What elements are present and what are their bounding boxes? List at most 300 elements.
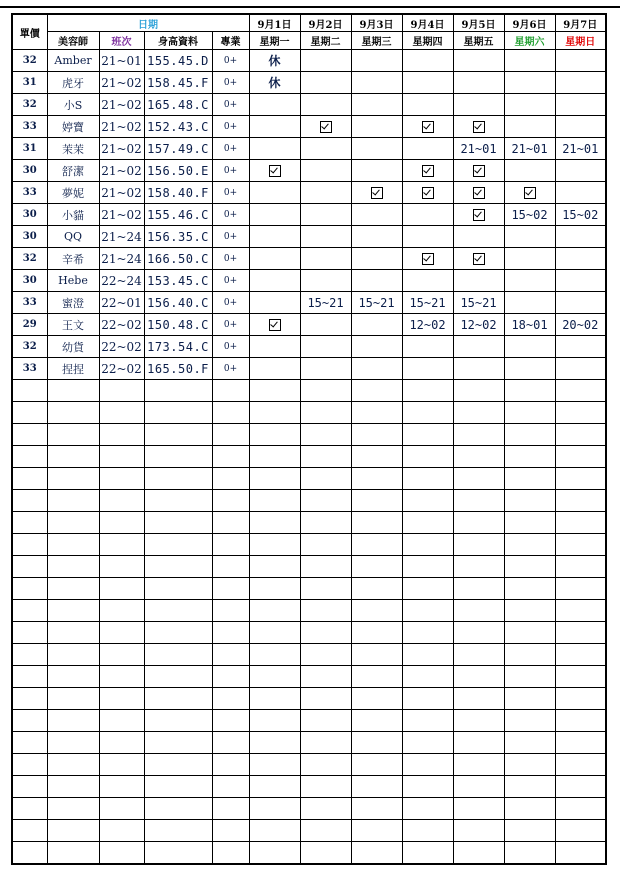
schedule-cell xyxy=(351,446,402,468)
schedule-cell xyxy=(351,490,402,512)
schedule-cell xyxy=(504,490,555,512)
price-cell xyxy=(12,402,47,424)
price-cell xyxy=(12,776,47,798)
pro-cell xyxy=(212,754,249,776)
schedule-cell: 15~21 xyxy=(300,292,351,314)
pro-cell: 0+ xyxy=(212,72,249,94)
price-cell xyxy=(12,754,47,776)
table-row xyxy=(12,314,606,336)
shift-cell xyxy=(99,402,144,424)
schedule-cell xyxy=(555,600,606,622)
schedule-cell: 休 xyxy=(249,50,300,72)
header-row-labels xyxy=(12,32,606,50)
table-row xyxy=(12,424,606,446)
beautician-cell xyxy=(47,556,99,578)
header-weekday: 星期四 xyxy=(402,32,453,50)
schedule-cell xyxy=(555,556,606,578)
body-data-cell: 173.54.C xyxy=(144,336,212,358)
schedule-cell xyxy=(351,204,402,226)
header-beautician: 美容師 xyxy=(47,32,99,50)
schedule-cell xyxy=(300,490,351,512)
schedule-cell xyxy=(351,138,402,160)
pro-cell xyxy=(212,556,249,578)
schedule-cell xyxy=(351,248,402,270)
body-data-cell: 152.43.C xyxy=(144,116,212,138)
schedule-cell xyxy=(300,138,351,160)
schedule-cell xyxy=(402,556,453,578)
table-row xyxy=(12,512,606,534)
schedule-cell xyxy=(402,270,453,292)
table-row xyxy=(12,776,606,798)
body-data-cell xyxy=(144,578,212,600)
schedule-cell xyxy=(402,534,453,556)
body-data-cell xyxy=(144,732,212,754)
beautician-cell xyxy=(47,776,99,798)
schedule-cell xyxy=(555,578,606,600)
beautician-cell: 王文 xyxy=(47,314,99,336)
body-data-cell xyxy=(144,600,212,622)
body-data-cell xyxy=(144,666,212,688)
table-row xyxy=(12,160,606,182)
schedule-cell xyxy=(453,424,504,446)
schedule-cell xyxy=(249,314,300,336)
pro-cell xyxy=(212,402,249,424)
shift-cell xyxy=(99,490,144,512)
shift-cell: 21~02 xyxy=(99,72,144,94)
schedule-cell xyxy=(402,600,453,622)
header-date: 9月6日 xyxy=(504,14,555,32)
schedule-cell xyxy=(249,292,300,314)
schedule-cell xyxy=(402,160,453,182)
schedule-cell xyxy=(402,842,453,865)
checkbox-icon xyxy=(473,121,485,133)
schedule-cell xyxy=(402,424,453,446)
schedule-cell xyxy=(555,842,606,865)
schedule-cell xyxy=(249,776,300,798)
schedule-cell xyxy=(300,600,351,622)
price-cell: 30 xyxy=(12,226,47,248)
schedule-cell xyxy=(300,754,351,776)
schedule-cell xyxy=(453,182,504,204)
schedule-cell xyxy=(504,226,555,248)
price-cell xyxy=(12,688,47,710)
body-data-cell xyxy=(144,776,212,798)
schedule-cell xyxy=(249,182,300,204)
schedule-cell xyxy=(249,160,300,182)
schedule-cell xyxy=(555,534,606,556)
schedule-cell xyxy=(249,666,300,688)
schedule-cell xyxy=(453,820,504,842)
table-row xyxy=(12,226,606,248)
pro-cell xyxy=(212,380,249,402)
beautician-cell xyxy=(47,600,99,622)
shift-cell: 22~02 xyxy=(99,314,144,336)
schedule-cell xyxy=(453,644,504,666)
schedule-cell xyxy=(351,688,402,710)
schedule-cell xyxy=(504,94,555,116)
schedule-cell xyxy=(300,666,351,688)
schedule-cell xyxy=(300,226,351,248)
schedule-cell xyxy=(402,622,453,644)
header-date: 9月7日 xyxy=(555,14,606,32)
schedule-cell xyxy=(351,776,402,798)
price-cell: 29 xyxy=(12,314,47,336)
header-date: 9月5日 xyxy=(453,14,504,32)
shift-cell: 21~24 xyxy=(99,226,144,248)
schedule-cell xyxy=(402,732,453,754)
schedule-cell xyxy=(453,226,504,248)
pro-cell: 0+ xyxy=(212,116,249,138)
schedule-cell xyxy=(351,160,402,182)
schedule-body xyxy=(12,50,606,865)
schedule-cell xyxy=(555,292,606,314)
price-cell: 32 xyxy=(12,336,47,358)
schedule-cell: 15~21 xyxy=(351,292,402,314)
header-weekday: 星期一 xyxy=(249,32,300,50)
header-date-group: 日期 xyxy=(47,14,249,32)
schedule-cell xyxy=(300,732,351,754)
schedule-cell xyxy=(351,710,402,732)
schedule-cell xyxy=(504,534,555,556)
body-data-cell: 158.40.F xyxy=(144,182,212,204)
schedule-cell xyxy=(555,380,606,402)
schedule-cell xyxy=(351,644,402,666)
checkbox-icon xyxy=(422,253,434,265)
schedule-cell xyxy=(300,94,351,116)
beautician-cell xyxy=(47,446,99,468)
checkbox-icon xyxy=(473,209,485,221)
schedule-cell xyxy=(504,688,555,710)
table-row xyxy=(12,72,606,94)
beautician-cell xyxy=(47,468,99,490)
schedule-cell xyxy=(555,644,606,666)
schedule-cell xyxy=(249,226,300,248)
schedule-cell xyxy=(504,160,555,182)
pro-cell: 0+ xyxy=(212,160,249,182)
schedule-cell xyxy=(453,50,504,72)
schedule-cell xyxy=(504,468,555,490)
schedule-cell xyxy=(555,72,606,94)
pro-cell: 0+ xyxy=(212,182,249,204)
table-row xyxy=(12,622,606,644)
schedule-cell xyxy=(402,72,453,94)
beautician-cell: Amber xyxy=(47,50,99,72)
schedule-cell xyxy=(351,424,402,446)
shift-cell xyxy=(99,556,144,578)
schedule-cell xyxy=(555,820,606,842)
schedule-cell xyxy=(555,50,606,72)
shift-cell xyxy=(99,754,144,776)
checkbox-icon xyxy=(473,187,485,199)
body-data-cell: 165.48.C xyxy=(144,94,212,116)
schedule-cell xyxy=(249,732,300,754)
price-cell xyxy=(12,842,47,865)
schedule-cell xyxy=(249,204,300,226)
schedule-cell xyxy=(402,798,453,820)
schedule-cell xyxy=(300,512,351,534)
shift-cell xyxy=(99,842,144,865)
schedule-cell xyxy=(453,446,504,468)
schedule-cell xyxy=(300,556,351,578)
body-data-cell xyxy=(144,534,212,556)
schedule-cell xyxy=(453,402,504,424)
schedule-cell xyxy=(504,182,555,204)
beautician-cell: 小S xyxy=(47,94,99,116)
schedule-cell xyxy=(453,534,504,556)
schedule-cell xyxy=(504,446,555,468)
beautician-cell xyxy=(47,424,99,446)
checkbox-icon xyxy=(524,187,536,199)
schedule-cell xyxy=(504,512,555,534)
schedule-cell xyxy=(504,358,555,380)
schedule-cell xyxy=(351,666,402,688)
schedule-cell: 21~01 xyxy=(504,138,555,160)
schedule-cell xyxy=(555,424,606,446)
price-cell xyxy=(12,600,47,622)
schedule-cell xyxy=(555,402,606,424)
schedule-cell xyxy=(300,468,351,490)
schedule-cell xyxy=(504,578,555,600)
body-data-cell: 156.40.C xyxy=(144,292,212,314)
beautician-cell: 舒潔 xyxy=(47,160,99,182)
table-row xyxy=(12,358,606,380)
schedule-cell xyxy=(504,556,555,578)
beautician-cell: 虎牙 xyxy=(47,72,99,94)
schedule-cell xyxy=(351,600,402,622)
header-weekday: 星期三 xyxy=(351,32,402,50)
schedule-cell xyxy=(402,226,453,248)
schedule-cell xyxy=(555,182,606,204)
schedule-cell xyxy=(402,50,453,72)
pro-cell xyxy=(212,710,249,732)
table-row xyxy=(12,468,606,490)
schedule-cell: 15~02 xyxy=(504,204,555,226)
schedule-cell xyxy=(555,248,606,270)
pro-cell xyxy=(212,446,249,468)
beautician-cell xyxy=(47,402,99,424)
checkbox-icon xyxy=(320,121,332,133)
shift-cell: 22~24 xyxy=(99,270,144,292)
price-cell xyxy=(12,798,47,820)
body-data-cell: 156.50.E xyxy=(144,160,212,182)
header-date: 9月4日 xyxy=(402,14,453,32)
schedule-cell xyxy=(453,248,504,270)
table-row xyxy=(12,490,606,512)
beautician-cell xyxy=(47,688,99,710)
schedule-cell xyxy=(402,380,453,402)
pro-cell: 0+ xyxy=(212,270,249,292)
schedule-cell xyxy=(300,358,351,380)
schedule-cell xyxy=(504,600,555,622)
schedule-cell: 20~02 xyxy=(555,314,606,336)
shift-cell: 21~02 xyxy=(99,116,144,138)
schedule-cell xyxy=(402,94,453,116)
body-data-cell xyxy=(144,402,212,424)
price-cell: 33 xyxy=(12,358,47,380)
shift-cell xyxy=(99,446,144,468)
pro-cell xyxy=(212,622,249,644)
price-cell: 30 xyxy=(12,160,47,182)
schedule-cell xyxy=(453,270,504,292)
beautician-cell xyxy=(47,710,99,732)
schedule-cell xyxy=(504,754,555,776)
shift-cell xyxy=(99,688,144,710)
table-row xyxy=(12,600,606,622)
schedule-cell xyxy=(504,820,555,842)
schedule-cell xyxy=(249,424,300,446)
schedule-cell xyxy=(504,50,555,72)
schedule-cell xyxy=(504,798,555,820)
pro-cell xyxy=(212,468,249,490)
schedule-cell xyxy=(249,248,300,270)
header-weekday: 星期二 xyxy=(300,32,351,50)
schedule-cell: 18~01 xyxy=(504,314,555,336)
schedule-cell xyxy=(402,116,453,138)
schedule-cell xyxy=(300,160,351,182)
schedule-cell xyxy=(453,490,504,512)
schedule-cell xyxy=(504,336,555,358)
schedule-cell xyxy=(300,248,351,270)
schedule-cell xyxy=(300,644,351,666)
schedule-cell xyxy=(351,468,402,490)
checkbox-icon xyxy=(422,187,434,199)
schedule-cell xyxy=(351,820,402,842)
schedule-cell xyxy=(453,710,504,732)
table-row xyxy=(12,556,606,578)
schedule-cell xyxy=(249,446,300,468)
schedule-cell xyxy=(351,380,402,402)
body-data-cell: 158.45.F xyxy=(144,72,212,94)
schedule-cell xyxy=(402,754,453,776)
schedule-cell xyxy=(351,116,402,138)
schedule-cell xyxy=(555,468,606,490)
schedule-cell: 15~21 xyxy=(453,292,504,314)
schedule-cell xyxy=(351,512,402,534)
price-cell: 32 xyxy=(12,50,47,72)
pro-cell xyxy=(212,512,249,534)
beautician-cell xyxy=(47,512,99,534)
price-cell xyxy=(12,556,47,578)
schedule-cell xyxy=(555,94,606,116)
schedule-cell xyxy=(249,600,300,622)
beautician-cell xyxy=(47,534,99,556)
schedule-cell xyxy=(453,798,504,820)
schedule-cell xyxy=(453,512,504,534)
schedule-cell xyxy=(249,534,300,556)
price-cell: 30 xyxy=(12,270,47,292)
schedule-cell xyxy=(504,732,555,754)
table-row xyxy=(12,578,606,600)
body-data-cell xyxy=(144,490,212,512)
schedule-cell xyxy=(453,358,504,380)
schedule-cell xyxy=(402,490,453,512)
schedule-cell xyxy=(249,644,300,666)
header-weekday-saturday: 星期六 xyxy=(504,32,555,50)
schedule-cell xyxy=(402,666,453,688)
schedule-cell xyxy=(249,820,300,842)
schedule-cell xyxy=(402,138,453,160)
beautician-cell: 幼貨 xyxy=(47,336,99,358)
schedule-cell xyxy=(351,336,402,358)
body-data-cell xyxy=(144,644,212,666)
schedule-cell xyxy=(453,688,504,710)
schedule-cell xyxy=(249,842,300,865)
price-cell xyxy=(12,622,47,644)
schedule-cell xyxy=(453,776,504,798)
shift-cell xyxy=(99,578,144,600)
schedule-cell: 15~21 xyxy=(402,292,453,314)
schedule-cell xyxy=(504,842,555,865)
schedule-cell xyxy=(555,226,606,248)
schedule-cell xyxy=(300,710,351,732)
schedule-cell xyxy=(555,688,606,710)
schedule-cell xyxy=(300,204,351,226)
table-row xyxy=(12,380,606,402)
schedule-cell xyxy=(351,358,402,380)
shift-cell xyxy=(99,600,144,622)
shift-cell xyxy=(99,534,144,556)
schedule-cell xyxy=(453,160,504,182)
schedule-cell xyxy=(402,644,453,666)
header-shift: 班次 xyxy=(99,32,144,50)
table-row xyxy=(12,644,606,666)
schedule-cell xyxy=(453,204,504,226)
schedule-cell xyxy=(351,94,402,116)
schedule-cell xyxy=(249,490,300,512)
body-data-cell: 155.45.D xyxy=(144,50,212,72)
shift-cell: 21~02 xyxy=(99,204,144,226)
shift-cell: 21~02 xyxy=(99,138,144,160)
schedule-cell xyxy=(300,314,351,336)
pro-cell xyxy=(212,644,249,666)
table-row xyxy=(12,138,606,160)
schedule-cell xyxy=(504,776,555,798)
price-cell xyxy=(12,534,47,556)
table-row xyxy=(12,688,606,710)
schedule-cell xyxy=(453,666,504,688)
beautician-cell: 夢妮 xyxy=(47,182,99,204)
price-cell xyxy=(12,710,47,732)
schedule-cell xyxy=(249,468,300,490)
schedule-cell xyxy=(453,732,504,754)
schedule-cell xyxy=(504,710,555,732)
schedule-cell xyxy=(249,336,300,358)
schedule-cell xyxy=(453,72,504,94)
schedule-cell xyxy=(555,446,606,468)
schedule-cell xyxy=(504,402,555,424)
body-data-cell: 150.48.C xyxy=(144,314,212,336)
table-row xyxy=(12,248,606,270)
beautician-cell xyxy=(47,578,99,600)
checkbox-icon xyxy=(269,165,281,177)
body-data-cell: 166.50.C xyxy=(144,248,212,270)
schedule-cell xyxy=(453,116,504,138)
schedule-cell xyxy=(453,556,504,578)
schedule-cell xyxy=(300,622,351,644)
table-row xyxy=(12,182,606,204)
schedule-cell xyxy=(249,358,300,380)
beautician-cell: Hebe xyxy=(47,270,99,292)
schedule-cell xyxy=(555,512,606,534)
schedule-cell xyxy=(555,490,606,512)
shift-cell: 21~02 xyxy=(99,160,144,182)
schedule-cell: 12~02 xyxy=(402,314,453,336)
beautician-cell: 捏捏 xyxy=(47,358,99,380)
body-data-cell: 155.46.C xyxy=(144,204,212,226)
schedule-cell xyxy=(300,50,351,72)
beautician-cell xyxy=(47,754,99,776)
schedule-cell xyxy=(453,842,504,865)
